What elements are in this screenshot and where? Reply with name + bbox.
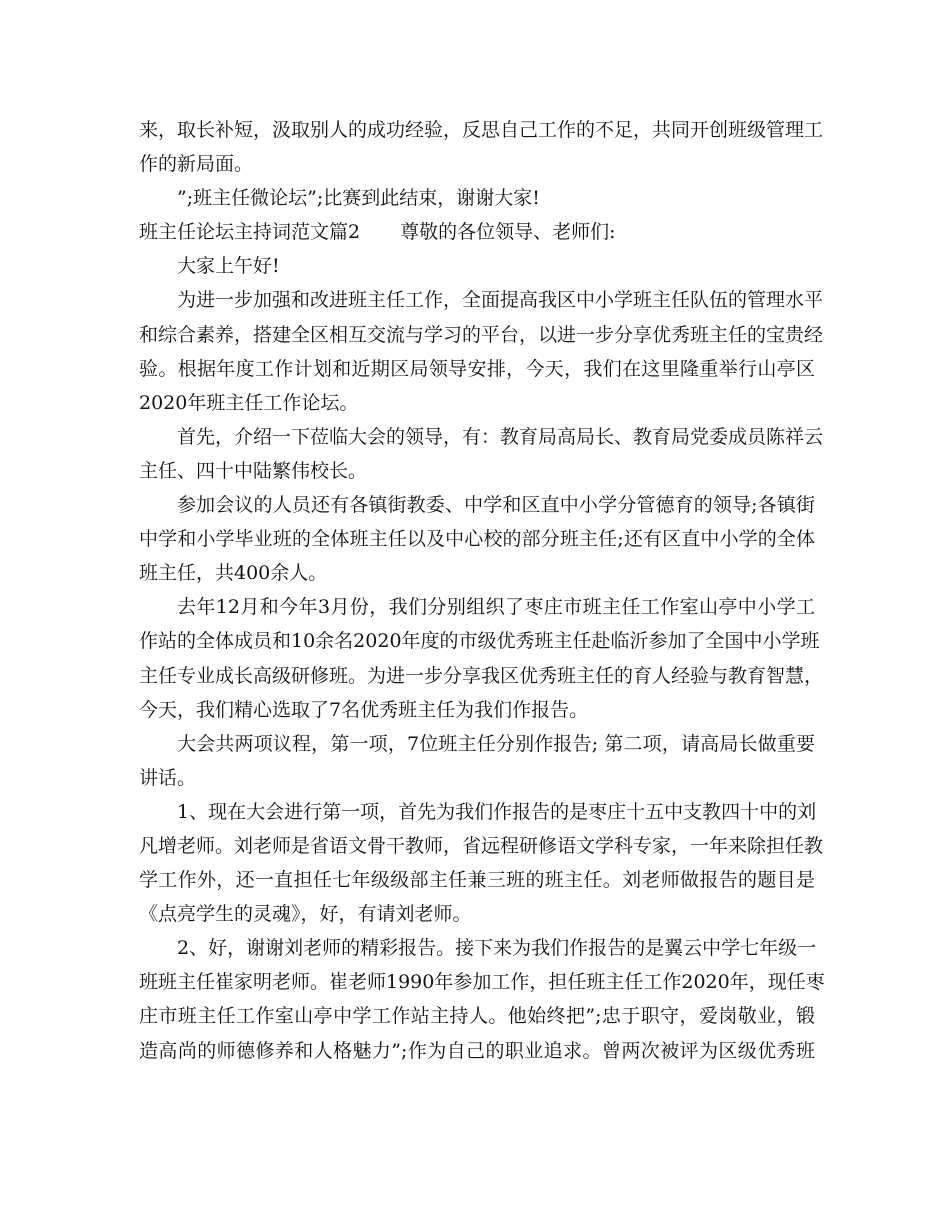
text-line: 主任专业成长高级研修班。为进一步分享我区优秀班主任的育人经验与教育智慧， (139, 664, 824, 687)
text-line: 造高尚的师德修养和人格魅力”;作为自己的职业追求。曾两次被评为区级优秀班 (139, 1039, 815, 1062)
text-line: 为进一步加强和改进班主任工作，全面提高我区中小学班主任队伍的管理水平 (177, 289, 824, 312)
text-line: 2、好，谢谢刘老师的精彩报告。接下来为我们作报告的是翼云中学七年级一 (177, 937, 817, 960)
section-heading: 班主任论坛主持词范文篇2 (139, 221, 361, 244)
text-line: 和综合素养，搭建全区相互交流与学习的平台，以进一步分享优秀班主任的宝贵经 (139, 323, 824, 346)
text-line: 验。根据年度工作计划和近期区局领导安排，今天，我们在这里隆重举行山亭区 (139, 357, 815, 380)
text-line: 《点亮学生的灵魂》，好，有请刘老师。 (139, 903, 472, 926)
text-line: 庄市班主任工作室山亭中学工作站主持人。他始终把”;忠于职守，爱岗敬业，锻 (139, 1005, 815, 1028)
text-line: 1、现在大会进行第一项，首先为我们作报告的是枣庄十五中支教四十中的刘 (177, 800, 817, 823)
text-line: 主任、四十中陆繁伟校长。 (139, 459, 368, 482)
text-line: 中学和小学毕业班的全体班主任以及中心校的部分班主任;还有区直中小学的全体 (139, 528, 815, 551)
text-line: 大家上午好! (177, 255, 280, 278)
text-line: 讲话。 (139, 766, 197, 789)
text-line: 首先，介绍一下莅临大会的领导，有：教育局高局长、教育局党委成员陈祥云 (177, 425, 824, 448)
text-line: ”;班主任微论坛”;比赛到此结束，谢谢大家! (177, 187, 540, 210)
text-line: 大会共两项议程，第一项，7位班主任分别作报告; 第二项，请高局长做重要 (177, 732, 815, 755)
text-line: 今天，我们精心选取了7名优秀班主任为我们作报告。 (139, 698, 589, 721)
document-page (139, 113, 825, 1068)
text-line: 作的新局面。 (139, 153, 254, 176)
salutation: 尊敬的各位领导、老师们: (400, 221, 616, 244)
text-line: 学工作外，还一直担任七年级级部主任兼三班的班主任。刘老师做报告的题目是 (139, 869, 815, 892)
text-line: 参加会议的人员还有各镇街教委、中学和区直中小学分管德育的领导;各镇街 (177, 494, 815, 517)
heading-spacer (360, 215, 400, 249)
text-line: 2020年班主任工作论坛。 (139, 391, 359, 414)
text-line: 班主任，共400余人。 (139, 562, 328, 585)
section-heading-line (139, 215, 815, 249)
text-line: 去年12月和今年3月份，我们分别组织了枣庄市班主任工作室山亭中小学工 (177, 596, 815, 619)
text-line: 班班主任崔家明老师。崔老师1990年参加工作，担任班主任工作2020年，现任枣 (139, 971, 825, 994)
text-line: 凡增老师。刘老师是省语文骨干教师，省远程研修语文学科专家，一年来除担任教 (139, 834, 824, 857)
text-line: 来，取长补短，汲取别人的成功经验，反思自己工作的不足，共同开创班级管理工 (139, 119, 824, 141)
text-line: 作站的全体成员和10余名2020年度的市级优秀班主任赴临沂参加了全国中小学班 (139, 630, 820, 653)
